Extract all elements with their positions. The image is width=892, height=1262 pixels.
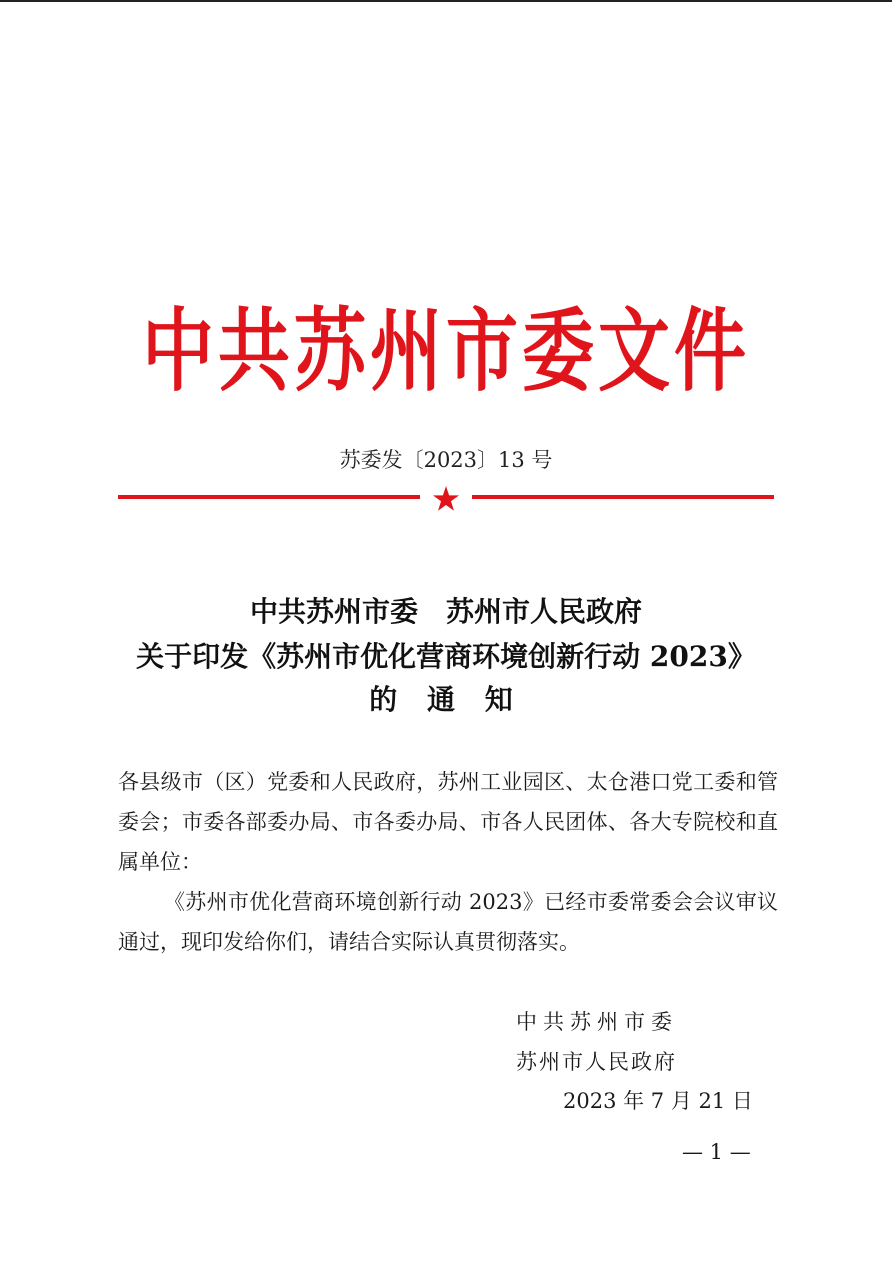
signature-org-government: 苏州市人民政府 <box>516 1050 677 1074</box>
page-top-edge <box>0 0 892 2</box>
body-paragraph: 《苏州市优化营商环境创新行动 2023》已经市委常委会会议审议通过，现印发给你们，请结合实际认真贯彻落实。 <box>118 890 778 954</box>
document-number: 苏委发〔2023〕13 号 <box>339 448 553 472</box>
notice-title-line-1: 中共苏州市委 苏州市人民政府 <box>249 595 642 628</box>
notice-title-line-2: 关于印发《苏州市优化营商环境创新行动 2023》 <box>136 640 756 673</box>
notice-title-line-3: 的 通 知 <box>369 683 523 716</box>
page-number: — 1 — <box>682 1140 751 1164</box>
star-icon <box>432 485 460 513</box>
addressee-paragraph: 各县级市（区）党委和人民政府，苏州工业园区、太仓港口党工委和管委会；市委各部委办局、市各委办局、市各人民团体、各大专院校和直属单位： <box>118 770 778 874</box>
signature-org-party-committee: 中共苏州市委 <box>516 1010 678 1034</box>
red-divider-right <box>472 495 774 499</box>
signature-date: 2023 年 7 月 21 日 <box>563 1089 753 1113</box>
masthead-title: 中共苏州市委文件 <box>141 298 750 403</box>
red-divider-left <box>118 495 420 499</box>
